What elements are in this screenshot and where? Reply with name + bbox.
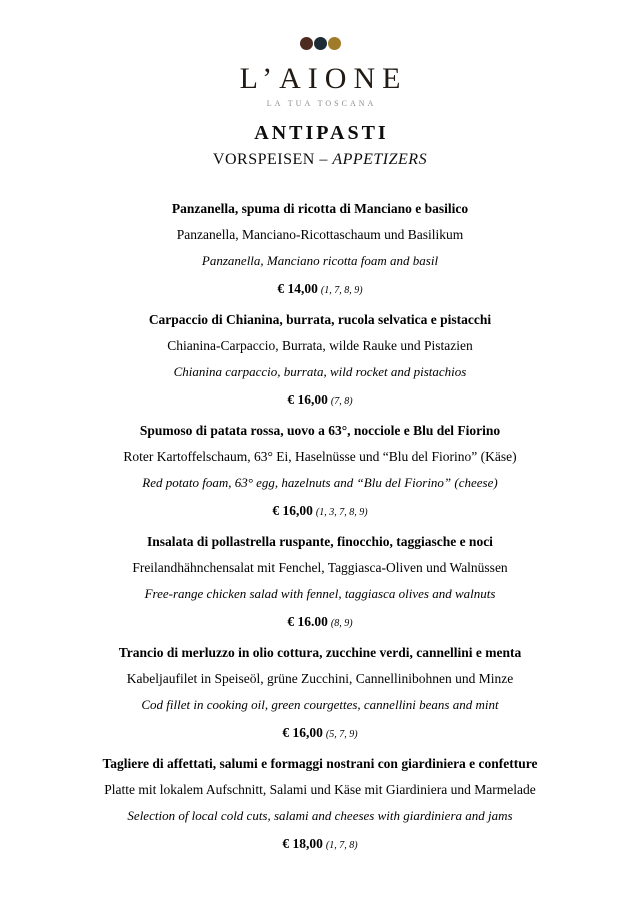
item-allergens: (8, 9) bbox=[330, 618, 353, 629]
item-price: € 16,00 bbox=[272, 503, 313, 518]
item-name-german: Chianina-Carpaccio, Burrata, wilde Rauke und Pistazien bbox=[167, 338, 473, 353]
menu-item bbox=[0, 307, 640, 415]
menu-item bbox=[0, 196, 640, 304]
item-name-english: Free-range chicken salad with fennel, taggiasca olives and walnuts bbox=[144, 586, 496, 601]
item-name-german: Freilandhähnchensalat mit Fenchel, Taggiasca-Oliven und Walnüssen bbox=[132, 560, 508, 575]
brand-logo-dots bbox=[0, 36, 640, 50]
item-name-italian: Panzanella, spuma di ricotta di Manciano e basilico bbox=[171, 201, 469, 216]
subtitle-german: VORSPEISEN bbox=[212, 151, 315, 168]
item-name-english: Chianina carpaccio, burrata, wild rocket and pistachios bbox=[173, 364, 467, 379]
item-allergens: (7, 8) bbox=[330, 396, 353, 407]
item-name-english: Selection of local cold cuts, salami and cheeses with giardiniera and jams bbox=[127, 808, 513, 823]
item-price-line bbox=[0, 720, 640, 748]
item-allergens: (1, 7, 8) bbox=[325, 840, 358, 851]
logo-dot-right-icon bbox=[328, 37, 341, 50]
menu-item bbox=[0, 418, 640, 526]
item-name-english: Cod fillet in cooking oil, green courgettes, cannellini beans and mint bbox=[141, 697, 499, 712]
menu-item bbox=[0, 529, 640, 637]
item-allergens: (5, 7, 9) bbox=[325, 729, 358, 740]
menu-item bbox=[0, 751, 640, 859]
item-name-german: Panzanella, Manciano-Ricottaschaum und Basilikum bbox=[176, 227, 464, 242]
menu-items bbox=[0, 196, 640, 859]
brand-tagline: LA TUA TOSCANA bbox=[266, 99, 377, 108]
item-price-line bbox=[0, 387, 640, 415]
item-price-line bbox=[0, 276, 640, 304]
brand-header bbox=[0, 36, 640, 109]
section-title: ANTIPASTI bbox=[254, 122, 389, 144]
item-name-german: Roter Kartoffelschaum, 63° Ei, Haselnüsse und “Blu del Fiorino” (Käse) bbox=[123, 449, 517, 464]
item-price: € 18,00 bbox=[282, 836, 323, 851]
item-allergens: (1, 3, 7, 8, 9) bbox=[315, 507, 368, 518]
item-name-english: Red potato foam, 63° egg, hazelnuts and “Blu del Fiorino” (cheese) bbox=[142, 475, 498, 490]
item-price: € 14,00 bbox=[277, 281, 318, 296]
item-name-english: Panzanella, Manciano ricotta foam and basil bbox=[201, 253, 439, 268]
item-name-italian: Tagliere di affettati, salumi e formaggi nostrani con giardiniera e confetture bbox=[102, 756, 538, 771]
item-name-german: Kabeljaufilet in Speiseöl, grüne Zucchini, Cannellinibohnen und Minze bbox=[126, 671, 514, 686]
item-allergens: (1, 7, 8, 9) bbox=[320, 285, 363, 296]
item-name-italian: Insalata di pollastrella ruspante, finocchio, taggiasche e noci bbox=[147, 534, 493, 549]
item-name-italian: Trancio di merluzzo in olio cottura, zucchine verdi, cannellini e menta bbox=[118, 645, 522, 660]
logo-dot-center-icon bbox=[314, 37, 327, 50]
item-price-line bbox=[0, 498, 640, 526]
menu-item bbox=[0, 640, 640, 748]
brand-name: L’AIONE bbox=[239, 62, 408, 95]
subtitle-dash: – bbox=[314, 151, 333, 168]
item-price-line bbox=[0, 609, 640, 637]
item-name-german: Platte mit lokalem Aufschnitt, Salami und Käse mit Giardiniera und Marmelade bbox=[104, 782, 536, 797]
subtitle-english: APPETIZERS bbox=[332, 151, 428, 168]
item-price: € 16,00 bbox=[287, 392, 328, 407]
item-name-italian: Spumoso di patata rossa, uovo a 63°, nocciole e Blu del Fiorino bbox=[139, 423, 501, 438]
item-price: € 16,00 bbox=[282, 725, 323, 740]
item-name-italian: Carpaccio di Chianina, burrata, rucola selvatica e pistacchi bbox=[148, 312, 492, 327]
logo-dot-left-icon bbox=[300, 37, 313, 50]
item-price-line bbox=[0, 831, 640, 859]
item-price: € 16.00 bbox=[287, 614, 328, 629]
section-subtitle bbox=[0, 149, 640, 170]
